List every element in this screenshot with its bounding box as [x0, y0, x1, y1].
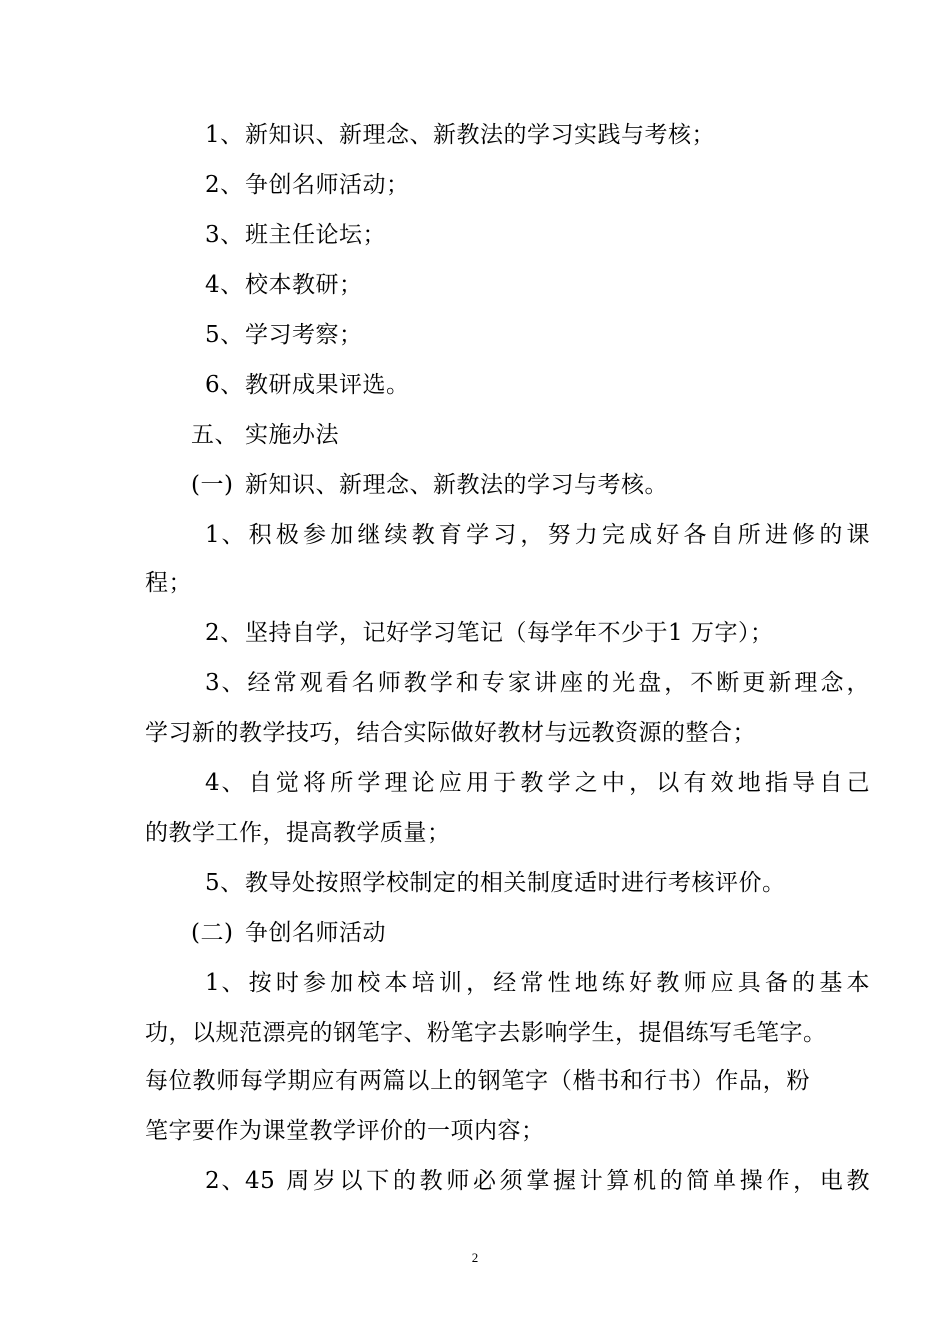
item-text: 程； — [145, 570, 192, 596]
paragraph-line — [145, 968, 870, 998]
item-number: 1、 — [205, 122, 244, 148]
paragraph-line — [145, 1166, 870, 1196]
item-number: 5、 — [205, 870, 244, 896]
item-number: 1、 — [205, 522, 245, 548]
item-text: 积极参加继续教育学习，努力完成好各自所进修的课 — [245, 522, 870, 548]
item-text: 笔字要作为课堂教学评价的一项内容； — [145, 1118, 545, 1144]
item-text: 坚持自学，记好学习笔记（每学年不少于1 万字）； — [245, 620, 774, 646]
item-number: 6、 — [205, 372, 244, 398]
item-text: 45 周岁以下的教师必须掌握计算机的简单操作，电教 — [245, 1168, 870, 1194]
item-number: 4、 — [205, 272, 244, 298]
page-number: 2 — [471, 1250, 479, 1265]
item-text: 学习考察； — [245, 322, 363, 348]
list-item — [145, 868, 870, 898]
paragraph-line — [145, 520, 870, 550]
item-text: 功，以规范漂亮的钢笔字、粉笔字去影响学生，提倡练写毛笔字。 — [145, 1020, 827, 1046]
item-number: 5、 — [205, 322, 244, 348]
list-item — [145, 370, 870, 400]
list-item — [145, 270, 870, 300]
list-item — [145, 618, 870, 648]
item-number: 2、 — [205, 620, 244, 646]
paragraph-line — [145, 1116, 810, 1146]
subsection-title: 争创名师活动 — [245, 920, 386, 946]
paragraph-line — [145, 568, 810, 598]
paragraph-line — [145, 1018, 827, 1048]
item-number: 1、 — [205, 970, 245, 996]
item-text: 班主任论坛； — [245, 222, 386, 248]
subsection-heading — [145, 470, 856, 500]
paragraph-line — [145, 1066, 810, 1096]
section-number: 五、 — [191, 422, 238, 448]
item-number: 2、 — [205, 172, 244, 198]
subsection-title: 新知识、新理念、新教法的学习与考核。 — [245, 472, 668, 498]
paragraph-line — [145, 718, 810, 748]
section-heading — [145, 420, 856, 450]
item-number: 3、 — [205, 222, 244, 248]
item-text: 的教学工作，提高教学质量； — [145, 820, 451, 846]
item-text: 自觉将所学理论应用于教学之中，以有效地指导自己 — [245, 770, 870, 796]
item-text: 经常观看名师教学和专家讲座的光盘，不断更新理念， — [245, 670, 870, 696]
list-item — [145, 170, 870, 200]
paragraph-line — [145, 818, 810, 848]
item-text: 每位教师每学期应有两篇以上的钢笔字（楷书和行书）作品，粉 — [145, 1068, 810, 1094]
item-text: 按时参加校本培训，经常性地练好教师应具备的基本 — [245, 970, 870, 996]
item-number: 4、 — [205, 770, 245, 796]
subsection-number: (一) — [191, 472, 234, 498]
section-title: 实施办法 — [245, 422, 339, 448]
subsection-heading — [145, 918, 856, 948]
list-item — [145, 120, 870, 150]
paragraph-line — [145, 668, 870, 698]
item-text: 教导处按照学校制定的相关制度适时进行考核评价。 — [245, 870, 786, 896]
item-text: 校本教研； — [245, 272, 363, 298]
paragraph-line — [145, 768, 870, 798]
item-text: 学习新的教学技巧，结合实际做好教材与远教资源的整合； — [145, 720, 756, 746]
subsection-number: (二) — [191, 920, 234, 946]
item-text: 教研成果评选。 — [245, 372, 410, 398]
item-text: 争创名师活动； — [245, 172, 410, 198]
list-item — [145, 320, 870, 350]
list-item — [145, 220, 870, 250]
item-text: 新知识、新理念、新教法的学习实践与考核； — [245, 122, 715, 148]
item-number: 2、 — [205, 1168, 245, 1194]
item-number: 3、 — [205, 670, 245, 696]
